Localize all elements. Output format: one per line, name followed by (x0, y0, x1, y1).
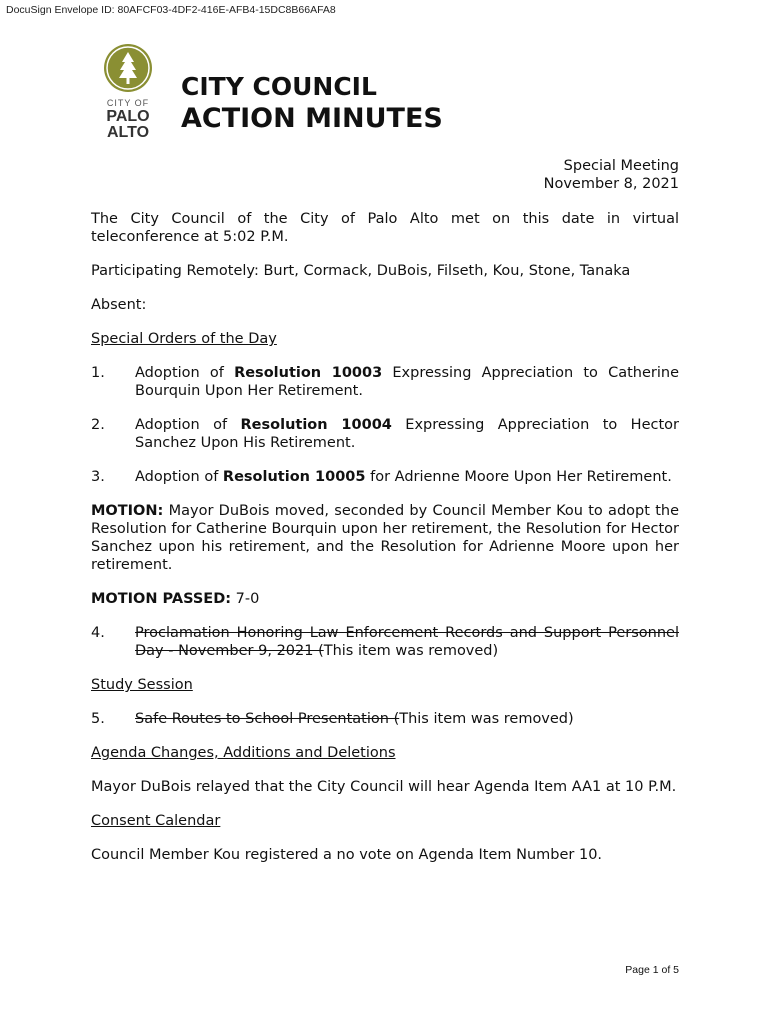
logo-palo: PALO (106, 108, 150, 125)
motion-passed-label: MOTION PASSED: (91, 591, 232, 607)
removed-agenda-item (91, 624, 679, 660)
agenda-item (91, 416, 679, 452)
item-text-pre: Adoption of (135, 365, 235, 381)
item-number: 4. (91, 625, 105, 641)
page-number: Page 1 of 5 (625, 964, 679, 976)
agenda-item (91, 364, 679, 400)
motion-passed-paragraph (91, 590, 679, 608)
resolution-number: Resolution 10005 (222, 469, 366, 485)
struck-text: Proclamation Honoring Law Enforcement Records and Support Personnel Day - November 9, 2021 ( (135, 625, 679, 659)
removed-note: This item was removed) (323, 643, 499, 659)
meeting-info (544, 157, 679, 193)
item-text (135, 416, 679, 452)
motion-label: MOTION: (91, 503, 164, 519)
item-text-post: for Adrienne Moore Upon Her Retirement. (365, 469, 672, 485)
motion-text: Mayor DuBois moved, seconded by Council Member Kou to adopt the Resolution for Catherine Bourquin upon her retirement, the Resolution for Hector Sanchez upon his retirement, and the Resolution for Adrienne Moore upon her retirement. (91, 503, 679, 573)
item-text (135, 624, 679, 660)
meeting-type: Special Meeting (563, 158, 679, 174)
consent-calendar-paragraph: Council Member Kou registered a no vote on Agenda Item Number 10. (91, 847, 603, 863)
item-text-pre: Adoption of (135, 417, 241, 433)
resolution-number: Resolution 10003 (234, 365, 383, 381)
item-text (135, 364, 679, 400)
consent-calendar-heading: Consent Calendar (91, 813, 221, 829)
city-logo (100, 44, 160, 140)
item-number: 2. (91, 417, 105, 433)
title-line-2: ACTION MINUTES (181, 103, 443, 134)
special-orders-heading: Special Orders of the Day (91, 331, 277, 347)
item-text (135, 710, 679, 728)
study-session-heading: Study Session (91, 677, 193, 693)
agenda-changes-paragraph: Mayor DuBois relayed that the City Council will hear Agenda Item AA1 at 10 P.M. (91, 779, 677, 795)
item-text (135, 468, 679, 486)
agenda-changes-heading: Agenda Changes, Additions and Deletions (91, 745, 396, 761)
agenda-item (91, 468, 679, 486)
item-text-post: Expressing Appreciation to Hector Sanchez Upon His Retirement. (135, 417, 679, 451)
absent-paragraph: Absent: (91, 297, 147, 313)
removed-agenda-item (91, 710, 679, 728)
item-number: 5. (91, 711, 105, 727)
item-number: 3. (91, 469, 105, 485)
minutes-body (91, 210, 679, 880)
title-line-1: CITY COUNCIL (181, 72, 377, 101)
logo-alto: ALTO (106, 124, 150, 141)
resolution-number: Resolution 10004 (240, 417, 392, 433)
participating-paragraph: Participating Remotely: Burt, Cormack, DuBois, Filseth, Kou, Stone, Tanaka (91, 263, 631, 279)
item-text-pre: Adoption of (135, 469, 223, 485)
removed-note: This item was removed) (399, 711, 574, 727)
item-text-post: Expressing Appreciation to Catherine Bourquin Upon Her Retirement. (135, 365, 679, 399)
motion-passed-value: 7-0 (231, 591, 260, 607)
envelope-id: DocuSign Envelope ID: 80AFCF03-4DF2-416E-AFB4-15DC8B66AFA8 (6, 4, 336, 16)
logo-city-of: CITY OF (106, 98, 150, 108)
intro-paragraph: The City Council of the City of Palo Alto met on this date in virtual teleconference at 5:02 P.M. (91, 211, 679, 245)
item-number: 1. (91, 365, 105, 381)
motion-paragraph (91, 502, 679, 574)
meeting-date: November 8, 2021 (543, 176, 679, 192)
tree-icon (104, 44, 152, 92)
struck-text: Safe Routes to School Presentation ( (135, 711, 400, 727)
